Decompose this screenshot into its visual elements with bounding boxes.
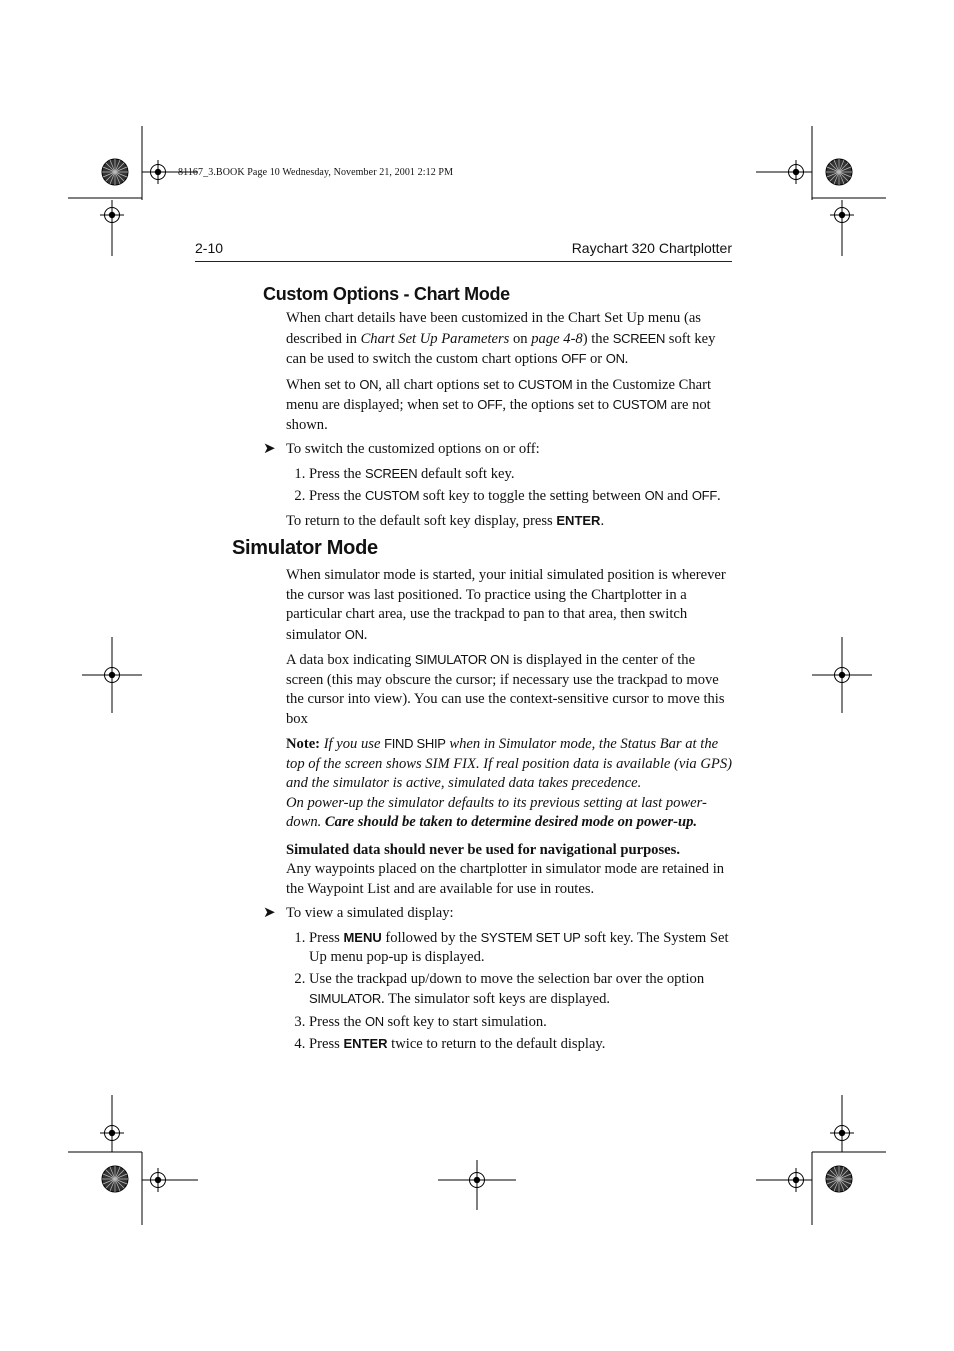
- text: followed by the: [381, 929, 481, 946]
- text: .: [363, 626, 368, 643]
- text: Use the trackpad up/down to move the selection bar over the option: [309, 970, 705, 987]
- text: or: [586, 351, 606, 367]
- text: when in Simulator mode, the Status Bar at the top of the screen shows SIM FIX. If real position data is available (via GPS) and the simulator is active, simulated data takes precedence.: [286, 736, 732, 791]
- text: When chart details have been customized in the Chart Set Up menu (as described in: [286, 310, 701, 347]
- procedure-text: To switch the customized options on or off:: [286, 441, 540, 457]
- custom-options-body: [263, 309, 732, 536]
- text: . The simulator soft keys are displayed.: [380, 991, 611, 1007]
- text: To return to the default soft key display, press: [286, 512, 557, 529]
- paragraph: [286, 566, 732, 645]
- paragraph: [286, 375, 732, 436]
- text: Press: [309, 929, 344, 946]
- paragraph: [286, 511, 732, 532]
- note-label: Note:: [286, 736, 321, 752]
- procedure-heading: [263, 440, 732, 460]
- text: , the options set to: [502, 397, 613, 413]
- heading-simulator-mode: Simulator Mode: [232, 537, 378, 559]
- option-value: OFF: [561, 351, 587, 366]
- note-emphasis: Care should be taken to determine desired mode on power-up.: [324, 814, 698, 830]
- text: on: [509, 330, 532, 347]
- option-value: SIMULATOR ON: [414, 652, 510, 667]
- text: and: [663, 488, 692, 504]
- option-value: OFF: [691, 488, 717, 503]
- text: A data box indicating: [286, 652, 415, 668]
- list-item: [309, 1034, 732, 1055]
- text: Press the: [309, 465, 365, 482]
- list-item: [309, 970, 732, 1010]
- hard-key-name: ENTER: [556, 512, 601, 528]
- heading-custom-options: Custom Options - Chart Mode: [263, 284, 510, 304]
- text: soft key to start simulation.: [383, 1013, 547, 1030]
- paragraph: [286, 841, 732, 900]
- steps-list: [286, 928, 732, 1055]
- text: are not shown.: [286, 397, 711, 433]
- soft-key-name: SCREEN: [612, 330, 666, 346]
- header-rule: [195, 261, 732, 262]
- text: ) the: [582, 330, 613, 347]
- text: Press the: [309, 488, 365, 504]
- text: If you use: [320, 736, 385, 752]
- list-item: [309, 1012, 732, 1033]
- note: [286, 734, 732, 833]
- text: , all chart options set to: [378, 376, 519, 393]
- text: On power-up the simulator defaults to its previous setting at last power-down.: [286, 794, 707, 830]
- print-slug: 81167_3.BOOK Page 10 Wednesday, November 21, 2001 2:12 PM: [178, 167, 454, 178]
- soft-key-name: CUSTOM: [364, 488, 420, 503]
- text: .: [716, 488, 721, 504]
- soft-key-name: SCREEN: [364, 465, 418, 481]
- text: Press the: [309, 1013, 365, 1030]
- option-value: ON: [359, 376, 379, 392]
- page-reference: page 4-8: [531, 330, 583, 347]
- warning-text: Simulated data should never be used for navigational purposes.: [286, 841, 680, 858]
- text: twice to return to the default display.: [387, 1036, 606, 1052]
- option-value: CUSTOM: [518, 376, 573, 392]
- text: When set to: [286, 376, 360, 393]
- text: in the Customize Chart menu are displayed; when set to: [286, 376, 712, 413]
- soft-key-name: FIND SHIP: [384, 736, 446, 751]
- text: Any waypoints placed on the chartplotter in simulator mode are retained in the Waypoint List and are available for use in routes.: [286, 861, 725, 897]
- paragraph: [286, 309, 732, 370]
- option-value: ON: [644, 488, 664, 503]
- option-value: ON: [605, 351, 625, 366]
- text: soft key to toggle the setting between: [419, 488, 645, 504]
- text: is displayed in the center of the screen (this may obscure the cursor; if necessary use the trackpad to move the cursor into view). You can use the context-sensitive cursor to move this box: [286, 652, 725, 727]
- text: .: [600, 512, 605, 529]
- arrow-icon: ➤: [263, 905, 276, 921]
- list-item: [309, 928, 732, 968]
- option-value: SIMULATOR: [309, 991, 381, 1006]
- text: When simulator mode is started, your initial simulated position is wherever the cursor was last positioned. To practice using the Chartplotter in a particular chart area, use the trackpad to pan to that area, then switch simulator: [286, 567, 726, 643]
- option-value: OFF: [477, 397, 503, 412]
- running-header-title: Raychart 320 Chartplotter: [571, 240, 732, 256]
- list-item: [309, 464, 732, 485]
- option-value: ON: [344, 626, 364, 642]
- soft-key-name: ON: [364, 1013, 384, 1029]
- soft-key-name: SYSTEM SET UP: [480, 929, 581, 945]
- list-item: [309, 486, 732, 507]
- text: Press: [309, 1036, 344, 1052]
- paragraph: [286, 650, 732, 729]
- page-number: 2-10: [195, 240, 224, 256]
- text: .: [624, 351, 629, 367]
- text: soft key can be used to switch the custom chart options: [286, 330, 716, 367]
- text: default soft key.: [417, 465, 515, 482]
- procedure-heading: [263, 904, 732, 924]
- simulator-body: [263, 566, 732, 1059]
- cross-reference: Chart Set Up Parameters: [360, 330, 510, 347]
- procedure-text: To view a simulated display:: [286, 905, 454, 921]
- option-value: CUSTOM: [612, 397, 667, 412]
- hard-key-name: MENU: [343, 929, 382, 945]
- hard-key-name: ENTER: [343, 1036, 388, 1051]
- text: soft key. The System Set Up menu pop-up is displayed.: [309, 929, 729, 965]
- arrow-icon: ➤: [263, 441, 276, 457]
- steps-list: [286, 464, 732, 507]
